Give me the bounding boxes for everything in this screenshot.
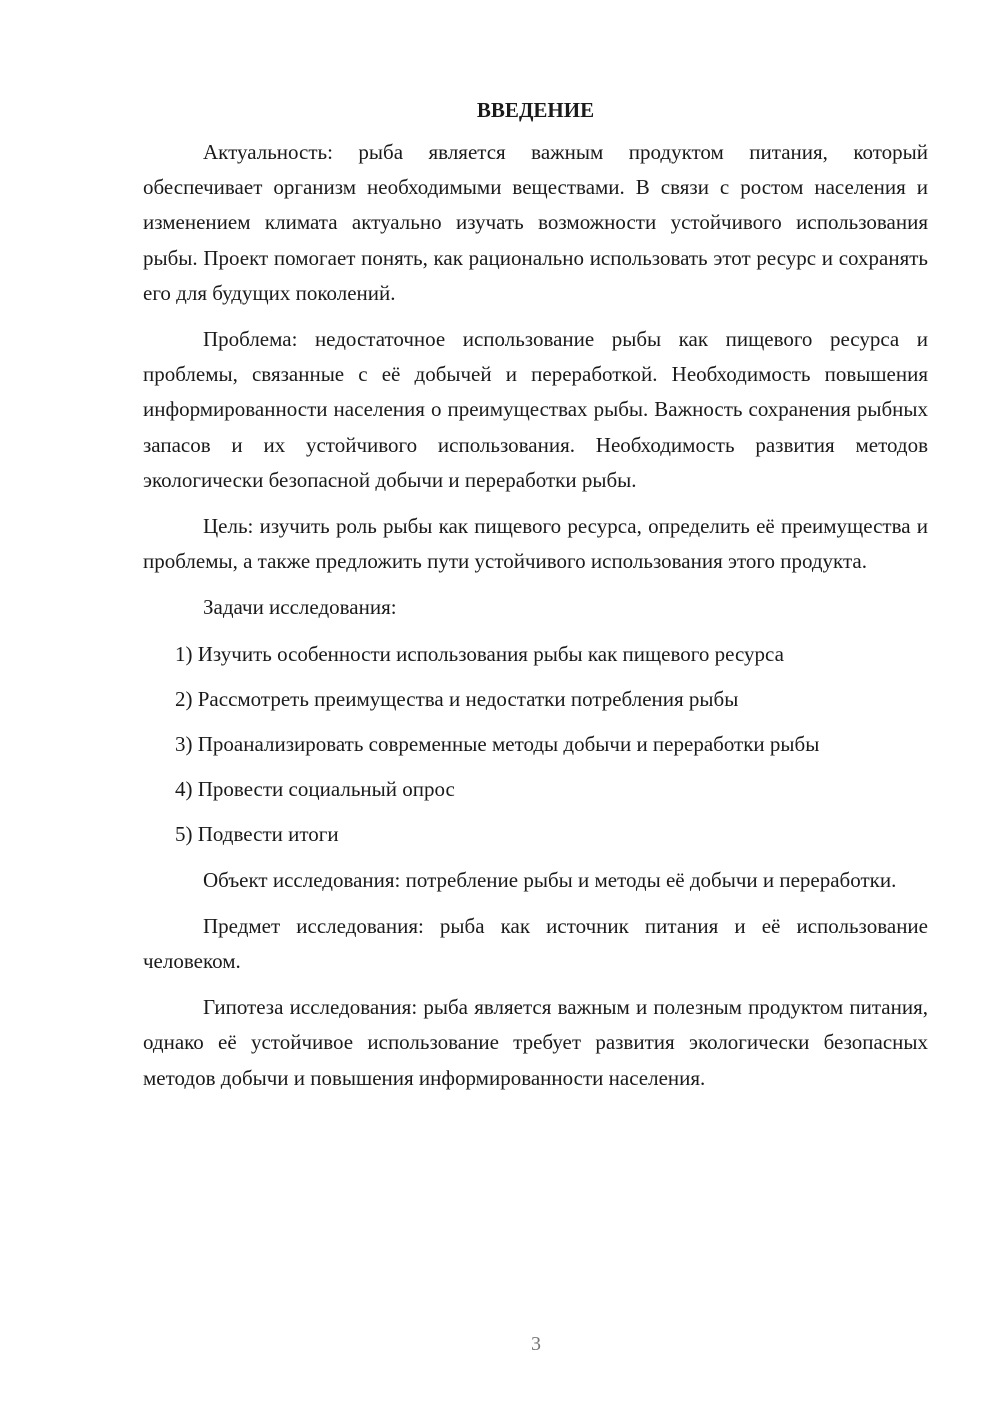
paragraph-relevance: Актуальность: рыба является важным продуктом питания, который обеспечивает организм необходимыми веществами. В связи с ростом населения и изменением климата актуально изучать возможности устойчивого использования рыбы. Проект помогает понять, как рационально использовать этот ресурс и сохранять его для будущих поколений. — [143, 140, 928, 305]
paragraph-goal: Цель: изучить роль рыбы как пищевого ресурса, определить её преимущества и проблемы, а также предложить пути устойчивого использования этого продукта. — [143, 514, 928, 574]
page-number: 3 — [531, 1333, 541, 1355]
paragraph-hypothesis: Гипотеза исследования: рыба является важным и полезным продуктом питания, однако её устойчивое использование требует развития экологически безопасных методов добычи и повышения информированности населения. — [143, 995, 928, 1090]
paragraph-problem: Проблема: недостаточное использование рыбы как пищевого ресурса и проблемы, связанные с её добычей и переработкой. Необходимость повышения информированности населения о преимуществах рыбы. Важность сохранения рыбных запасов и их устойчивого использования. Необходимость развития методов экологически безопасной добычи и переработки рыбы. — [143, 327, 928, 492]
tasks-list — [143, 637, 928, 853]
list-item: 3) Проанализировать современные методы добычи и переработки рыбы — [175, 732, 820, 757]
document-page — [143, 93, 928, 1107]
section-heading: ВВЕДЕНИЕ — [476, 98, 595, 122]
list-item: 2) Рассмотреть преимущества и недостатки потребления рыбы — [175, 686, 739, 711]
list-item: 5) Подвести итоги — [175, 822, 339, 847]
paragraph-subject: Предмет исследования: рыба как источник питания и её использование человеком. — [143, 913, 928, 974]
list-item: 1) Изучить особенности использования рыбы как пищевого ресурса — [175, 641, 784, 666]
paragraph-object: Объект исследования: потребление рыбы и методы её добычи и переработки. — [203, 867, 897, 892]
paragraph-tasks-title: Задачи исследования: — [203, 595, 397, 620]
list-item: 4) Провести социальный опрос — [175, 777, 455, 802]
